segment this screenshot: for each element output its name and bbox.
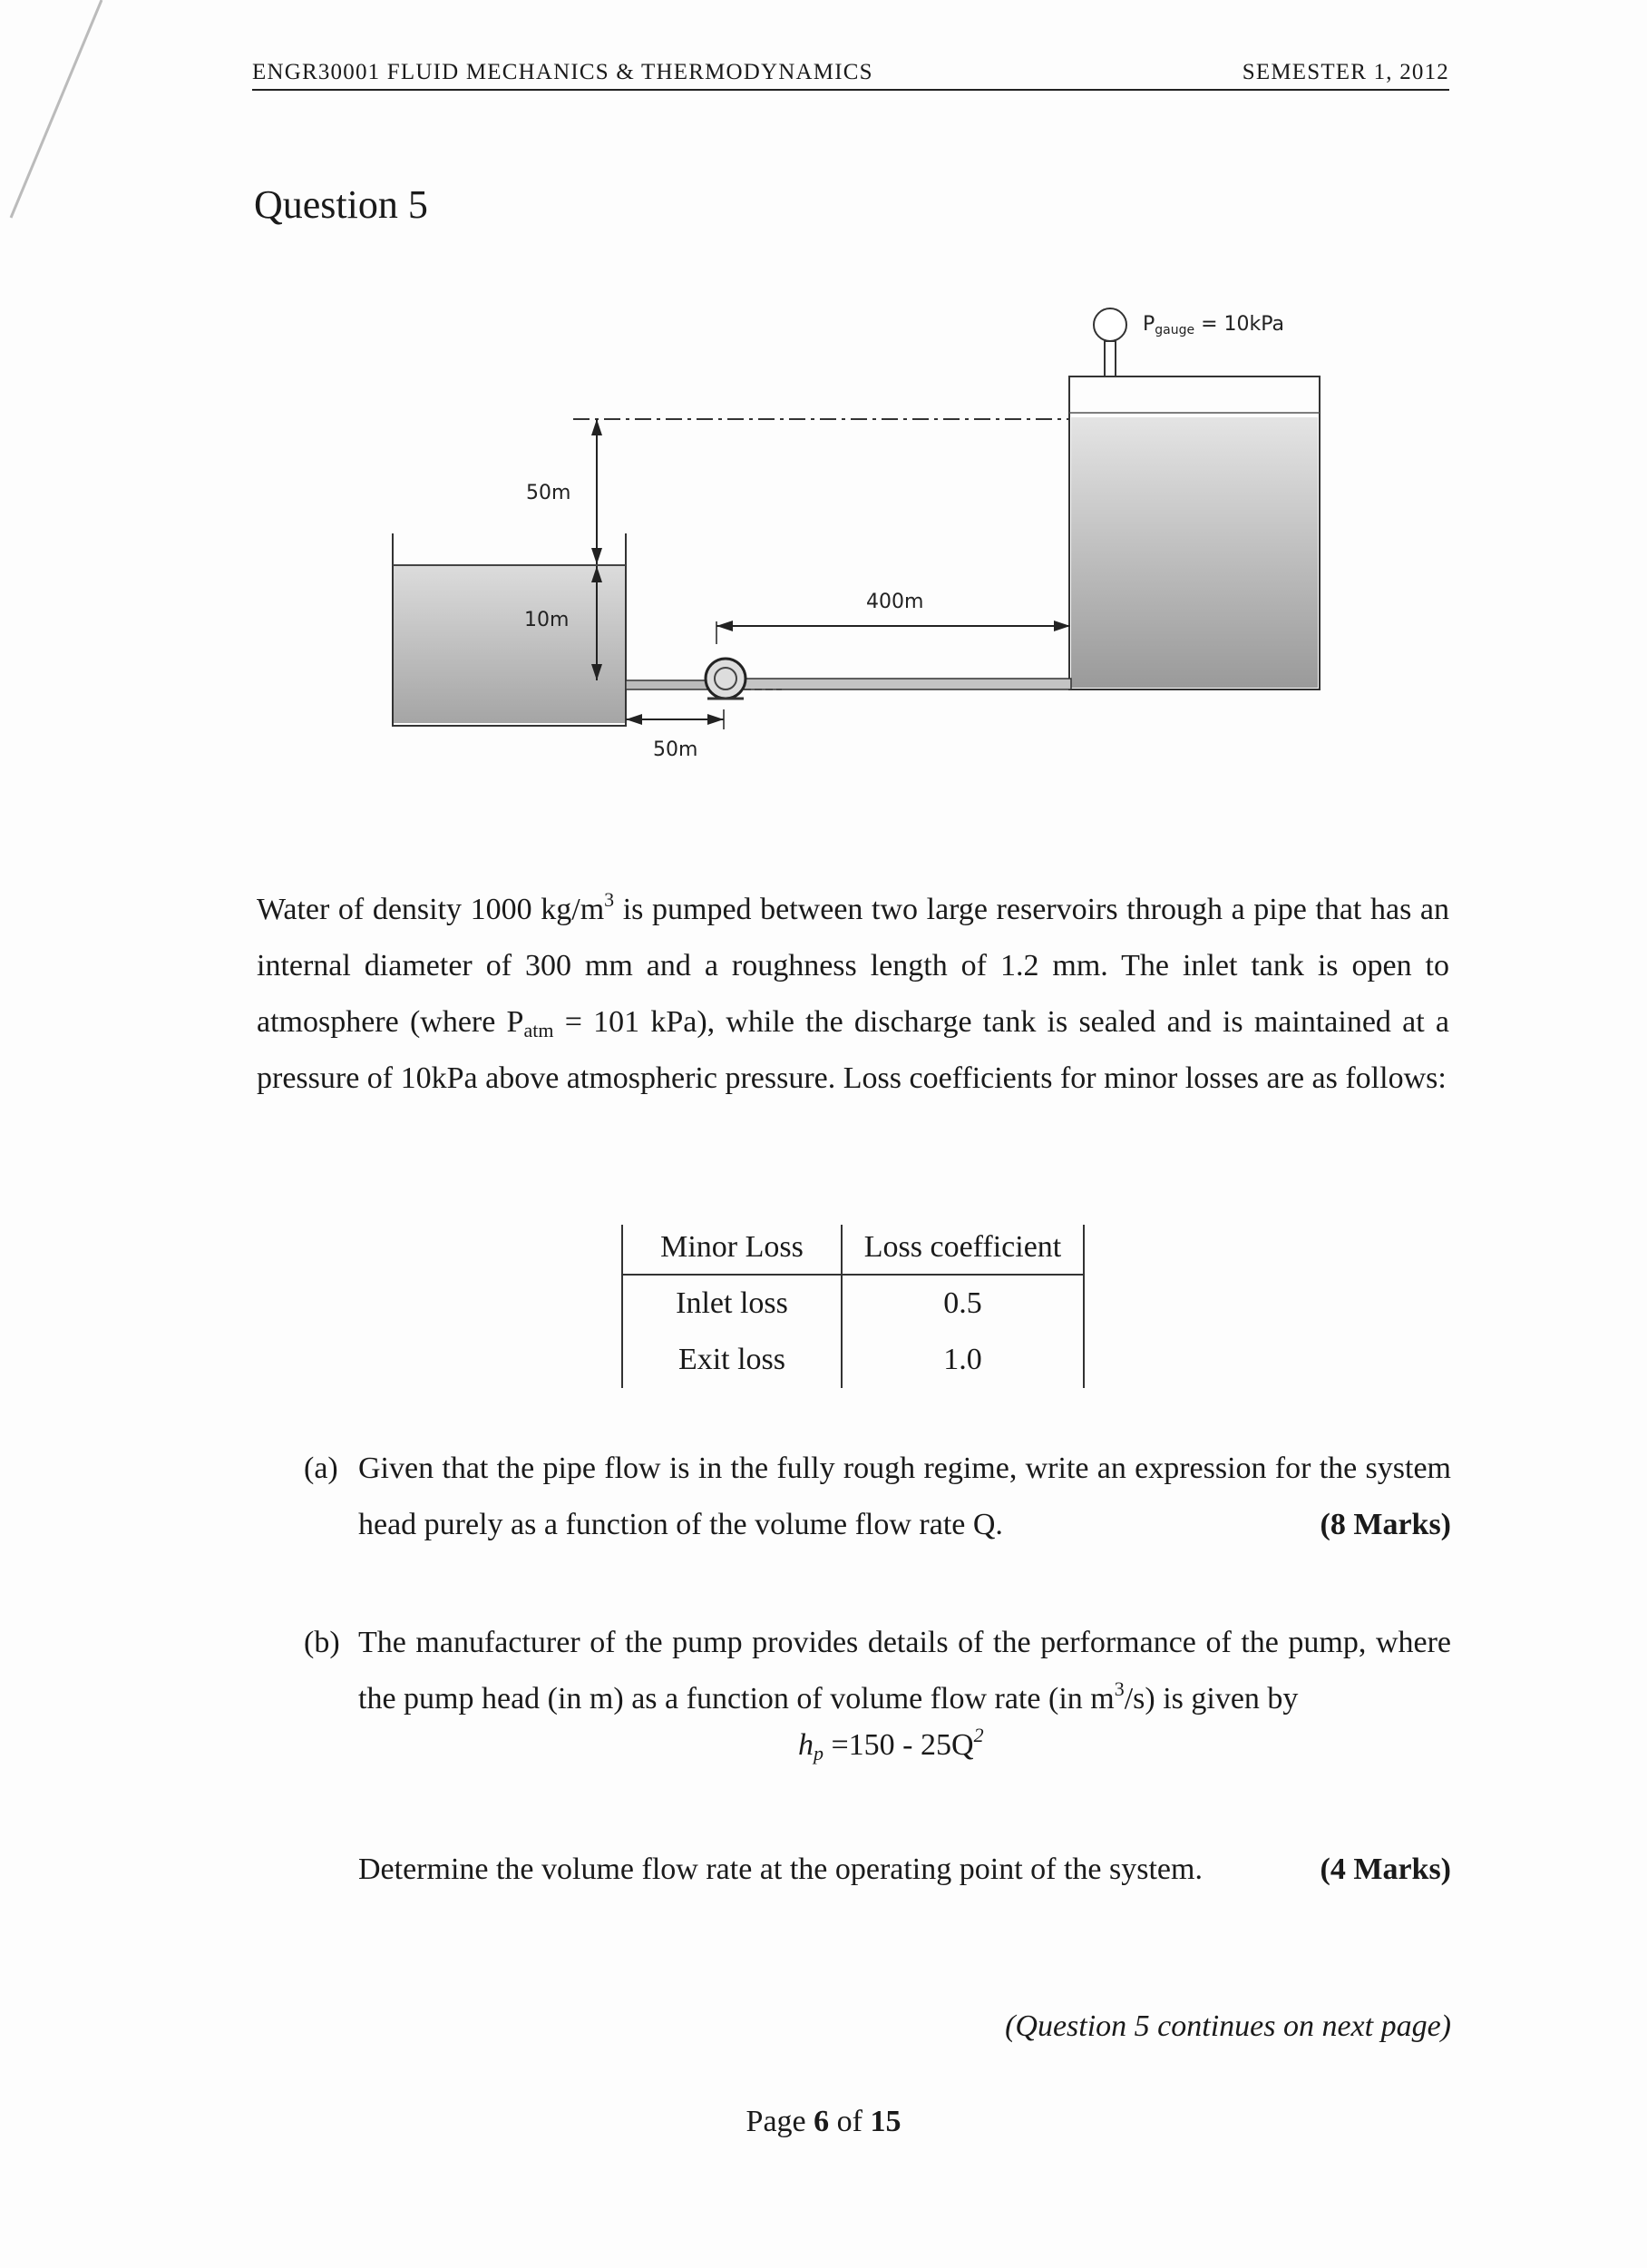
table-header: Loss coefficient bbox=[842, 1225, 1084, 1275]
part-b-text-2: /s) is given by bbox=[1124, 1682, 1299, 1716]
inlet-pipe bbox=[626, 680, 707, 689]
intro-text-2: is pumped between two large reservoirs through a pipe that has an internal diameter of 300 mm and a roughness length of 1.2 mm. The inlet tank is open to atmosphere (where P bbox=[257, 893, 1449, 1039]
page-footer bbox=[0, 2105, 1647, 2139]
part-a bbox=[304, 1441, 1451, 1553]
formula-rhs: =150 - 25Q bbox=[824, 1728, 974, 1762]
course-title: ENGR30001 FLUID MECHANICS & THERMODYNAMICS bbox=[252, 60, 873, 84]
discharge-tank-water bbox=[1071, 417, 1318, 688]
determine-instruction bbox=[358, 1842, 1451, 1898]
pump-head-formula bbox=[798, 1724, 984, 1765]
svg-text:Pgauge = 10kPa bbox=[1143, 313, 1284, 337]
pressure-gauge-icon bbox=[1094, 308, 1126, 341]
pipe-length-label: 400m bbox=[866, 591, 924, 613]
minor-loss-table bbox=[621, 1225, 1085, 1388]
table-header: Minor Loss bbox=[622, 1225, 842, 1275]
problem-statement bbox=[257, 882, 1449, 1107]
table-cell: Inlet loss bbox=[622, 1275, 842, 1332]
determine-text: Determine the volume flow rate at the operating point of the system. bbox=[358, 1853, 1203, 1886]
page-number: 6 bbox=[814, 2105, 830, 2138]
part-b-sup: 3 bbox=[1114, 1677, 1125, 1700]
determine-marks: (4 Marks) bbox=[1320, 1853, 1451, 1886]
part-a-marks: (8 Marks) bbox=[1320, 1508, 1451, 1541]
formula-sup: 2 bbox=[973, 1724, 984, 1746]
continues-note: (Question 5 continues on next page) bbox=[1005, 2009, 1451, 2043]
table-cell: 0.5 bbox=[842, 1275, 1084, 1332]
reservoir-pump-diagram bbox=[363, 299, 1342, 771]
part-b-label: (b) bbox=[304, 1626, 340, 1659]
scan-edge-mark bbox=[0, 0, 127, 236]
intro-text-3: = 101 kPa), while the discharge tank is sealed and is maintained at a pressure of 10kPa above atmospheric pressure. Loss coefficients for minor losses are as follows: bbox=[257, 1005, 1449, 1095]
inlet-pipe-label: 50m bbox=[653, 738, 698, 761]
part-b-text-1: The manufacturer of the pump provides details of the performance of the pump, where the pump head (in m) as a function of volume flow rate (in m bbox=[358, 1626, 1451, 1716]
page-word: Page bbox=[746, 2105, 814, 2138]
gauge-label-sub: gauge bbox=[1155, 323, 1195, 337]
height-label: 50m bbox=[526, 482, 571, 504]
part-a-label: (a) bbox=[304, 1452, 338, 1485]
question-title: Question 5 bbox=[254, 182, 428, 227]
page-total: 15 bbox=[870, 2105, 901, 2138]
inlet-tank-water bbox=[393, 565, 626, 723]
discharge-pipe bbox=[744, 679, 1071, 689]
part-a-text: Given that the pipe flow is in the fully rough regime, write an expression for the system head purely as a function of the volume flow rate Q. bbox=[358, 1452, 1451, 1541]
intro-sub: atm bbox=[523, 1019, 554, 1041]
intro-sup: 3 bbox=[604, 888, 615, 911]
part-b bbox=[304, 1615, 1451, 1727]
formula-sub: p bbox=[814, 1742, 824, 1765]
gauge-label-p: P bbox=[1143, 313, 1155, 336]
table-row bbox=[622, 1275, 1084, 1332]
formula-lhs: h bbox=[798, 1728, 814, 1762]
tank-depth-label: 10m bbox=[524, 609, 570, 631]
table-cell: 1.0 bbox=[842, 1332, 1084, 1388]
gauge-label-value: = 10kPa bbox=[1194, 313, 1285, 336]
table-row bbox=[622, 1332, 1084, 1388]
intro-text-1: Water of density 1000 kg/m bbox=[257, 893, 605, 926]
page-header bbox=[252, 60, 1449, 91]
semester-label: SEMESTER 1, 2012 bbox=[1242, 60, 1449, 84]
pump-icon bbox=[706, 659, 746, 699]
table-cell: Exit loss bbox=[622, 1332, 842, 1388]
of-word: of bbox=[829, 2105, 871, 2138]
